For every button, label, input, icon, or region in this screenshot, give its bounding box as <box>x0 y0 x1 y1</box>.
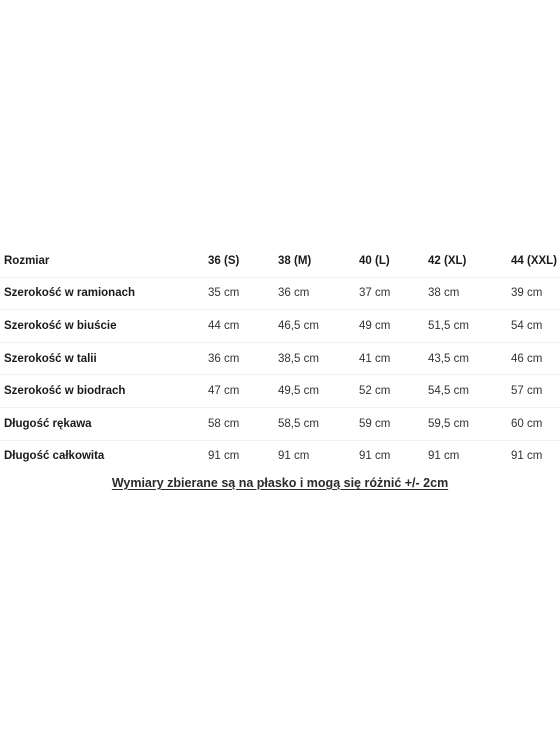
row-label-bust-width: Szerokość w biuście <box>0 310 208 343</box>
table-cell: 49,5 cm <box>278 375 359 408</box>
row-label-total-length: Długość całkowita <box>4 450 105 463</box>
table-cell: 47 cm <box>208 375 278 408</box>
table-row <box>0 440 560 472</box>
table-row <box>0 277 560 310</box>
table-cell: 38,5 cm <box>278 342 359 375</box>
table-cell: 54 cm <box>509 310 560 343</box>
table-row <box>0 407 560 440</box>
header-size-xxl: 44 (XXL) <box>509 245 560 277</box>
table-cell: 41 cm <box>359 342 428 375</box>
table-cell: 46 cm <box>509 342 560 375</box>
table-cell: 91 cm <box>278 450 310 463</box>
table-cell: 36 cm <box>278 277 359 310</box>
table-cell: 51,5 cm <box>428 310 509 343</box>
header-size-label: Rozmiar <box>0 245 208 277</box>
row-label-shoulder-width: Szerokość w ramionach <box>0 277 208 310</box>
row-label-hip-width: Szerokość w biodrach <box>0 375 208 408</box>
table-cell: 38 cm <box>428 277 509 310</box>
header-size-s: 36 (S) <box>208 245 278 277</box>
table-cell: 91 cm <box>428 450 460 463</box>
table-row <box>0 310 560 343</box>
table-cell: 44 cm <box>208 310 278 343</box>
header-size-l: 40 (L) <box>359 245 428 277</box>
table-cell: 54,5 cm <box>428 375 509 408</box>
row-label-sleeve-length: Długość rękawa <box>0 407 208 440</box>
table-cell: 58 cm <box>208 407 278 440</box>
header-size-xl: 42 (XL) <box>428 245 509 277</box>
table-cell: 49 cm <box>359 310 428 343</box>
table-cell: 35 cm <box>208 277 278 310</box>
table-cell: 43,5 cm <box>428 342 509 375</box>
header-size-m: 38 (M) <box>278 245 359 277</box>
table-cell: 57 cm <box>509 375 560 408</box>
size-chart-table <box>0 245 560 472</box>
table-cell: 59 cm <box>359 407 428 440</box>
table-row <box>0 375 560 408</box>
table-cell: 58,5 cm <box>278 407 359 440</box>
table-cell: 36 cm <box>208 342 278 375</box>
table-cell: 91 cm <box>359 450 391 463</box>
table-cell: 60 cm <box>509 407 560 440</box>
table-cell: 37 cm <box>359 277 428 310</box>
table-cell: 39 cm <box>509 277 560 310</box>
table-cell: 91 cm <box>208 450 240 463</box>
table-row <box>0 342 560 375</box>
table-cell: 46,5 cm <box>278 310 359 343</box>
table-cell: 91 cm <box>511 450 543 463</box>
row-label-waist-width: Szerokość w talii <box>0 342 208 375</box>
measurement-footnote: Wymiary zbierane są na płasko i mogą się różnić +/- 2cm <box>111 476 449 490</box>
table-header-row <box>0 245 560 277</box>
table-cell: 59,5 cm <box>428 407 509 440</box>
table-cell: 52 cm <box>359 375 428 408</box>
